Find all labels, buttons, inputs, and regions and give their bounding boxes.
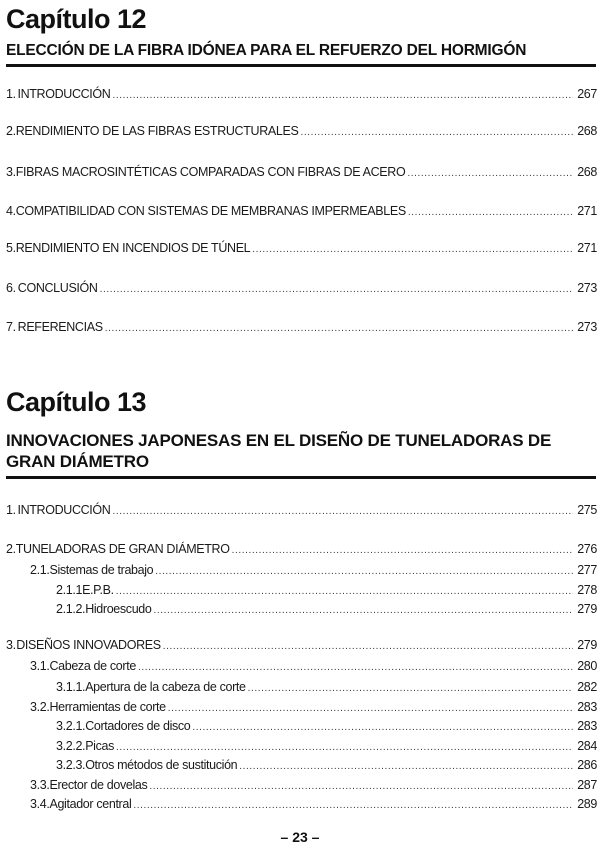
dot-leader — [168, 701, 573, 717]
entry-page: 284 — [577, 739, 597, 753]
entry-number: 2.1.1 — [56, 583, 83, 597]
entry-page: 282 — [577, 680, 597, 694]
entry-label: INTRODUCCIÓN — [17, 87, 111, 101]
entry-page: 286 — [577, 758, 597, 772]
dot-leader — [133, 798, 573, 814]
dot-leader — [192, 720, 573, 736]
entry-number: 7. — [6, 320, 16, 334]
toc-entry[interactable] — [56, 757, 597, 775]
toc-entry[interactable] — [30, 658, 597, 676]
dot-leader — [112, 504, 573, 520]
toc-entry[interactable] — [6, 86, 597, 104]
entry-label: COMPATIBILIDAD CON SISTEMAS DE MEMBRANAS IMPERMEABLES — [15, 204, 406, 218]
entry-label: Cortadores de disco — [85, 719, 191, 733]
toc-entry[interactable] — [6, 319, 597, 337]
entry-label: E.P.B. — [82, 583, 114, 597]
entry-label: RENDIMIENTO DE LAS FIBRAS ESTRUCTURALES — [15, 124, 299, 138]
entry-page: 271 — [577, 204, 597, 218]
entry-label: TUNELADORAS DE GRAN DIÁMETRO — [15, 542, 230, 556]
toc-entry[interactable] — [6, 541, 597, 559]
entry-label: Otros métodos de sustitución — [85, 758, 238, 772]
entry-number: 3.2.2. — [56, 739, 86, 753]
dot-leader — [248, 681, 573, 697]
entry-page: 279 — [577, 602, 597, 616]
dot-leader — [154, 603, 573, 619]
entry-number: 1. — [6, 503, 16, 517]
toc-entry[interactable] — [30, 699, 597, 717]
dot-leader — [239, 759, 573, 775]
entry-label: Agitador central — [49, 797, 132, 811]
entry-number: 3. — [6, 638, 16, 652]
entry-number: 2.1.2. — [56, 602, 86, 616]
toc-entry[interactable] — [6, 123, 597, 141]
dot-leader — [232, 543, 573, 559]
toc-entry[interactable] — [56, 718, 597, 736]
dot-leader — [138, 660, 573, 676]
entry-page: 271 — [577, 241, 597, 255]
entry-number: 3.2.1. — [56, 719, 86, 733]
toc-entry[interactable] — [56, 738, 597, 756]
toc-entry[interactable] — [6, 240, 597, 258]
entry-number: 3.1. — [30, 659, 50, 673]
entry-number: 3.2. — [30, 700, 50, 714]
divider — [6, 64, 596, 67]
dot-leader — [163, 639, 573, 655]
toc-entry[interactable] — [6, 637, 597, 655]
toc-entry[interactable] — [56, 582, 597, 600]
entry-page: 276 — [577, 542, 597, 556]
toc-entry[interactable] — [6, 502, 597, 520]
entry-label: DISEÑOS INNOVADORES — [16, 638, 161, 652]
entry-label: Herramientas de corte — [49, 700, 166, 714]
entry-page: 275 — [577, 503, 597, 517]
toc-entry[interactable] — [56, 601, 597, 619]
entry-number: 3.4. — [30, 797, 50, 811]
entry-number: 3. — [6, 165, 16, 179]
toc-entry[interactable] — [30, 562, 597, 580]
dot-leader — [407, 166, 573, 182]
entry-page: 273 — [577, 281, 597, 295]
entry-page: 278 — [577, 583, 597, 597]
toc-entry[interactable] — [56, 679, 597, 697]
dot-leader — [112, 88, 573, 104]
entry-label: Picas — [85, 739, 115, 753]
entry-page: 289 — [577, 797, 597, 811]
entry-label: Hidroescudo — [85, 602, 152, 616]
dot-leader — [300, 125, 573, 141]
entry-label: Cabeza de corte — [49, 659, 136, 673]
toc-entry[interactable] — [30, 796, 597, 814]
toc-entry[interactable] — [6, 203, 597, 221]
entry-label: REFERENCIAS — [17, 320, 103, 334]
entry-page: 280 — [577, 659, 597, 673]
dot-leader — [252, 242, 573, 258]
dot-leader — [116, 584, 573, 600]
chapter-title: Capítulo 12 — [6, 4, 147, 34]
toc-entry[interactable] — [30, 777, 597, 795]
entry-label: FIBRAS MACROSINTÉTICAS COMPARADAS CON FIBRAS DE ACERO — [15, 165, 406, 179]
entry-label: CONCLUSIÓN — [17, 281, 98, 295]
entry-page: 273 — [577, 320, 597, 334]
dot-leader — [408, 205, 573, 221]
entry-number: 3.1.1. — [56, 680, 86, 694]
dot-leader — [105, 321, 573, 337]
dot-leader — [149, 779, 573, 795]
entry-number: 1. — [6, 87, 16, 101]
entry-page: 268 — [577, 124, 597, 138]
chapter-subtitle: ELECCIÓN DE LA FIBRA IDÓNEA PARA EL REFUERZO DEL HORMIGÓN — [6, 42, 527, 59]
chapter-title: Capítulo 13 — [6, 387, 147, 417]
entry-label: INTRODUCCIÓN — [17, 503, 111, 517]
entry-label: Apertura de la cabeza de corte — [85, 680, 246, 694]
toc-entry[interactable] — [6, 164, 597, 182]
entry-number: 4. — [6, 204, 16, 218]
dot-leader — [116, 740, 573, 756]
chapter-subtitle: INNOVACIONES JAPONESAS EN EL DISEÑO DE TUNELADORAS DE GRAN DIÁMETRO — [6, 431, 552, 471]
entry-label: Erector de dovelas — [49, 778, 148, 792]
entry-label: RENDIMIENTO EN INCENDIOS DE TÚNEL — [15, 241, 251, 255]
dot-leader — [155, 564, 573, 580]
divider — [6, 476, 596, 479]
page-number: – 23 – — [280, 829, 320, 845]
entry-label: Sistemas de trabajo — [49, 563, 154, 577]
entry-page: 279 — [577, 638, 597, 652]
dot-leader — [100, 282, 573, 298]
entry-number: 2.1. — [30, 563, 50, 577]
toc-entry[interactable] — [6, 280, 597, 298]
entry-page: 283 — [577, 700, 597, 714]
entry-number: 5. — [6, 241, 16, 255]
entry-page: 277 — [577, 563, 597, 577]
entry-page: 267 — [577, 87, 597, 101]
entry-number: 6. — [6, 281, 16, 295]
entry-page: 268 — [577, 165, 597, 179]
entry-number: 2. — [6, 124, 16, 138]
entry-number: 3.2.3. — [56, 758, 86, 772]
entry-page: 283 — [577, 719, 597, 733]
entry-page: 287 — [577, 778, 597, 792]
entry-number: 2. — [6, 542, 16, 556]
entry-number: 3.3. — [30, 778, 50, 792]
